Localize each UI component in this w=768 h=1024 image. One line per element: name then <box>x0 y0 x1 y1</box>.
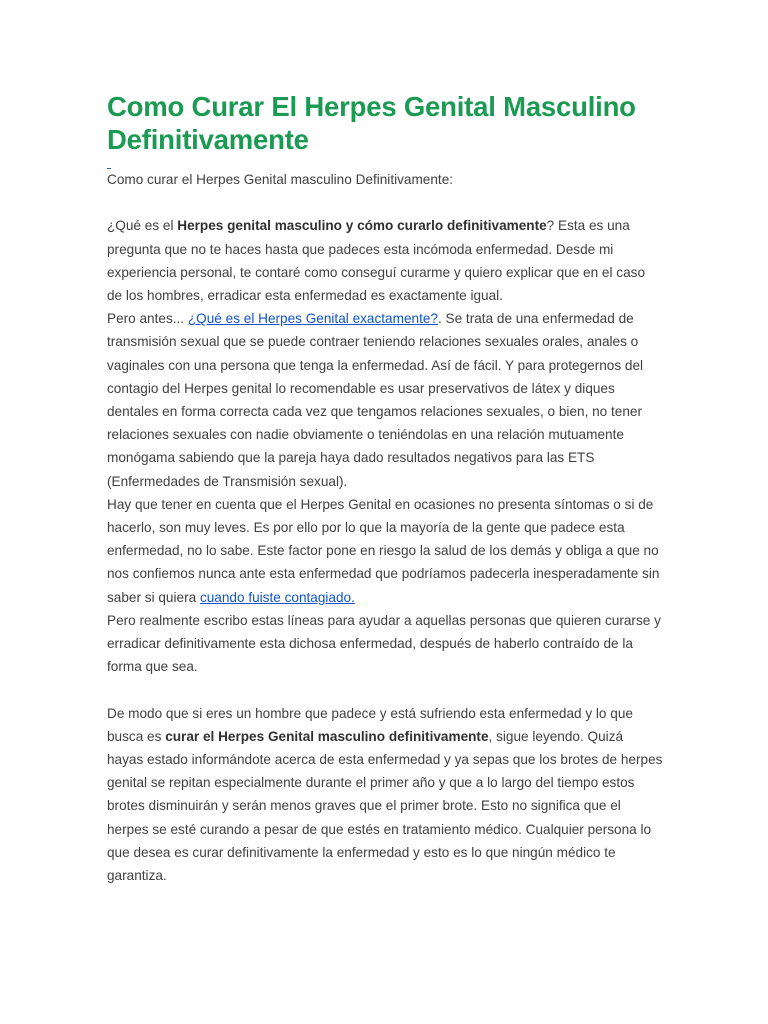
article-body <box>107 168 663 887</box>
what-is-herpes-link[interactable]: ¿Qué es el Herpes Genital exactamente? <box>187 311 438 327</box>
p1-bold: Herpes genital masculino y cómo curarlo definitivamente <box>177 218 547 234</box>
paragraph-gap <box>107 678 663 701</box>
paragraph-1 <box>107 214 663 307</box>
paragraph-5 <box>107 702 663 888</box>
paragraph-3 <box>107 493 663 609</box>
when-infected-link[interactable]: cuando fuiste contagiado. <box>199 589 355 605</box>
p5-text-c: , sigue leyendo. Quizá hayas estado informándote acerca de esta enfermedad y ya sepas que los brotes de herpes genital se repitan especialmente durante el primer año y que a lo largo del tiempo estos brotes disminuirán y serán menos graves que el primer brote. Esto no significa que el herpes se esté curando a pesar de que estés en tratamiento médico. Cualquier persona lo que desea es curar definitivamente la enfermedad y esto es lo que ningún médico te garantiza. <box>107 728 663 884</box>
anchor-mark <box>107 156 663 164</box>
article <box>107 90 663 887</box>
p1-text-a: ¿Qué es el <box>107 218 178 234</box>
p3-text-a: Hay que tener en cuenta que el Herpes Genital en ocasiones no presenta síntomas o si de hacerlo, son muy leves. Es por ello por lo que la mayoría de la gente que padece esta enfermedad, no lo sabe. Este factor pone en riesgo la salud de los demás y obliga a que no nos confiemos nunca ante esta enfermedad que podríamos padecerla inesperadamente sin saber si quiera <box>107 496 660 605</box>
paragraph-gap <box>107 191 663 214</box>
p5-text-a: De modo que si eres un hombre que padece y está sufriendo esta enfermedad y lo que busca es <box>107 705 633 744</box>
paragraph-4: Pero realmente escribo estas líneas para ayudar a aquellas personas que quieren curarse y erradicar definitivamente esta dichosa enfermedad, después de haberlo contraído de la forma que sea. <box>107 612 661 675</box>
p2-text-c: . Se trata de una enfermedad de transmisión sexual que se puede contraer teniendo relaciones sexuales orales, anales o vaginales con una persona que tenga la enfermedad. Así de fácil. Y para protegernos del contagio del Herpes genital lo recomendable es usar preservativos de látex y diques dentales en forma correcta cada vez que tengamos relaciones sexuales, o bien, no tener relaciones sexuales con nadie obviamente o teniéndolas en una relación mutuamente monógama sabiendo que la pareja haya dado resultados negativos para las ETS (Enfermedades de Transmisión sexual). <box>107 311 644 489</box>
intro-paragraph: Como curar el Herpes Genital masculino Definitivamente: <box>107 172 454 187</box>
p5-bold: curar el Herpes Genital masculino definitivamente <box>165 728 489 744</box>
paragraph-2 <box>107 307 663 493</box>
page-title: Como Curar El Herpes Genital Masculino Definitivamente <box>107 91 636 155</box>
p1-text-c: ? Esta es una pregunta que no te haces hasta que padeces esta incómoda enfermedad. Desde mi experiencia personal, te contaré como conseguí curarme y quiero explicar que en el caso de los hombres, erradicar esta enfermedad es exactamente igual. <box>107 218 646 303</box>
p2-text-a: Pero antes... <box>107 311 188 327</box>
